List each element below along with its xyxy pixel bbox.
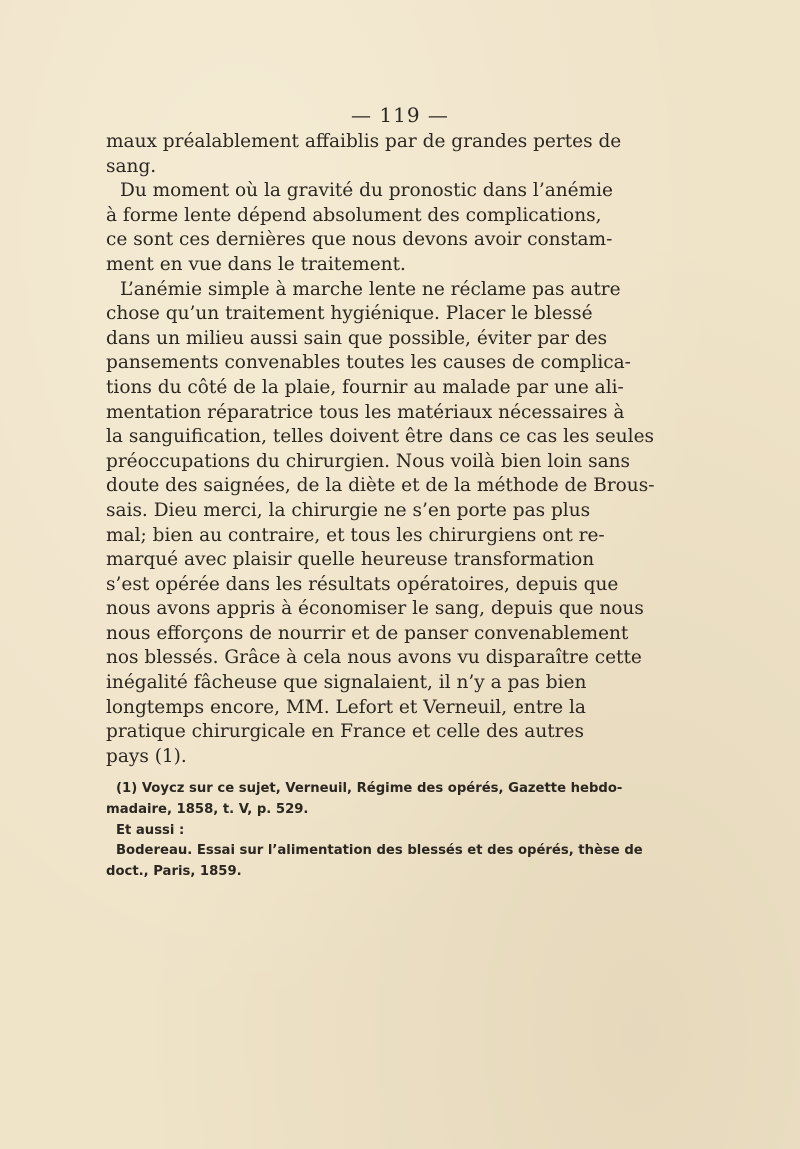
- text-line: la sanguification, telles doivent être dans ce cas les seules: [106, 426, 655, 448]
- text-line: L’anémie simple à marche lente ne réclame pas autre: [120, 278, 621, 300]
- text-line: s’est opérée dans les résultats opératoires, depuis que: [106, 573, 619, 595]
- page-number: — 119 —: [351, 103, 449, 127]
- text-line: nous avons appris à économiser le sang, depuis que nous: [106, 598, 644, 620]
- text-line: pays (1).: [106, 745, 187, 767]
- text-line: doute des saignées, de la diète et de la méthode de Brous-: [106, 475, 655, 497]
- text-line: pratique chirurgicale en France et celle des autres: [106, 721, 584, 743]
- text-line: nous efforçons de nourrir et de panser convenablement: [106, 622, 629, 644]
- text-line: chose qu’un traitement hygiénique. Placer le blessé: [106, 303, 593, 325]
- footnote-line: Et aussi :: [116, 822, 185, 838]
- footnote-line: Bodereau. Essai sur l’alimentation des blessés et des opérés, thèse de: [116, 843, 643, 859]
- footnote-line: madaire, 1858, t. V, p. 529.: [106, 801, 309, 817]
- text-line: tions du côté de la plaie, fournir au malade par une ali-: [106, 376, 624, 398]
- text-line: sang.: [106, 155, 157, 177]
- text-line: ment en vue dans le traitement.: [106, 253, 406, 275]
- text-line: inégalité fâcheuse que signalaient, il n’y a pas bien: [106, 672, 587, 694]
- body-text: [106, 130, 655, 769]
- text-line: maux préalablement affaiblis par de grandes pertes de: [106, 131, 622, 152]
- footnote-line: doct., Paris, 1859.: [106, 864, 242, 880]
- text-line: longtemps encore, MM. Lefort et Verneuil, entre la: [106, 696, 586, 718]
- footnotes: [106, 779, 643, 883]
- text-line: mal; bien au contraire, et tous les chirurgiens ont re-: [106, 524, 605, 546]
- text-line: pansements convenables toutes les causes de complica-: [106, 352, 631, 374]
- text-line: marqué avec plaisir quelle heureuse transformation: [106, 549, 595, 571]
- text-line: mentation réparatrice tous les matériaux nécessaires à: [106, 401, 625, 423]
- text-line: à forme lente dépend absolument des complications,: [106, 204, 602, 226]
- text-line: dans un milieu aussi sain que possible, éviter par des: [106, 327, 608, 349]
- text-line: sais. Dieu merci, la chirurgie ne s’en porte pas plus: [106, 499, 591, 521]
- text-line: ce sont ces dernières que nous devons avoir constam-: [106, 229, 613, 251]
- text-line: préoccupations du chirurgien. Nous voilà bien loin sans: [106, 450, 631, 472]
- footnote-line: (1) Voycz sur ce sujet, Verneuil, Régime des opérés, Gazette hebdo-: [116, 781, 623, 796]
- text-line: nos blessés. Grâce à cela nous avons vu disparaître cette: [106, 647, 642, 669]
- text-line: Du moment où la gravité du pronostic dans l’anémie: [120, 180, 613, 202]
